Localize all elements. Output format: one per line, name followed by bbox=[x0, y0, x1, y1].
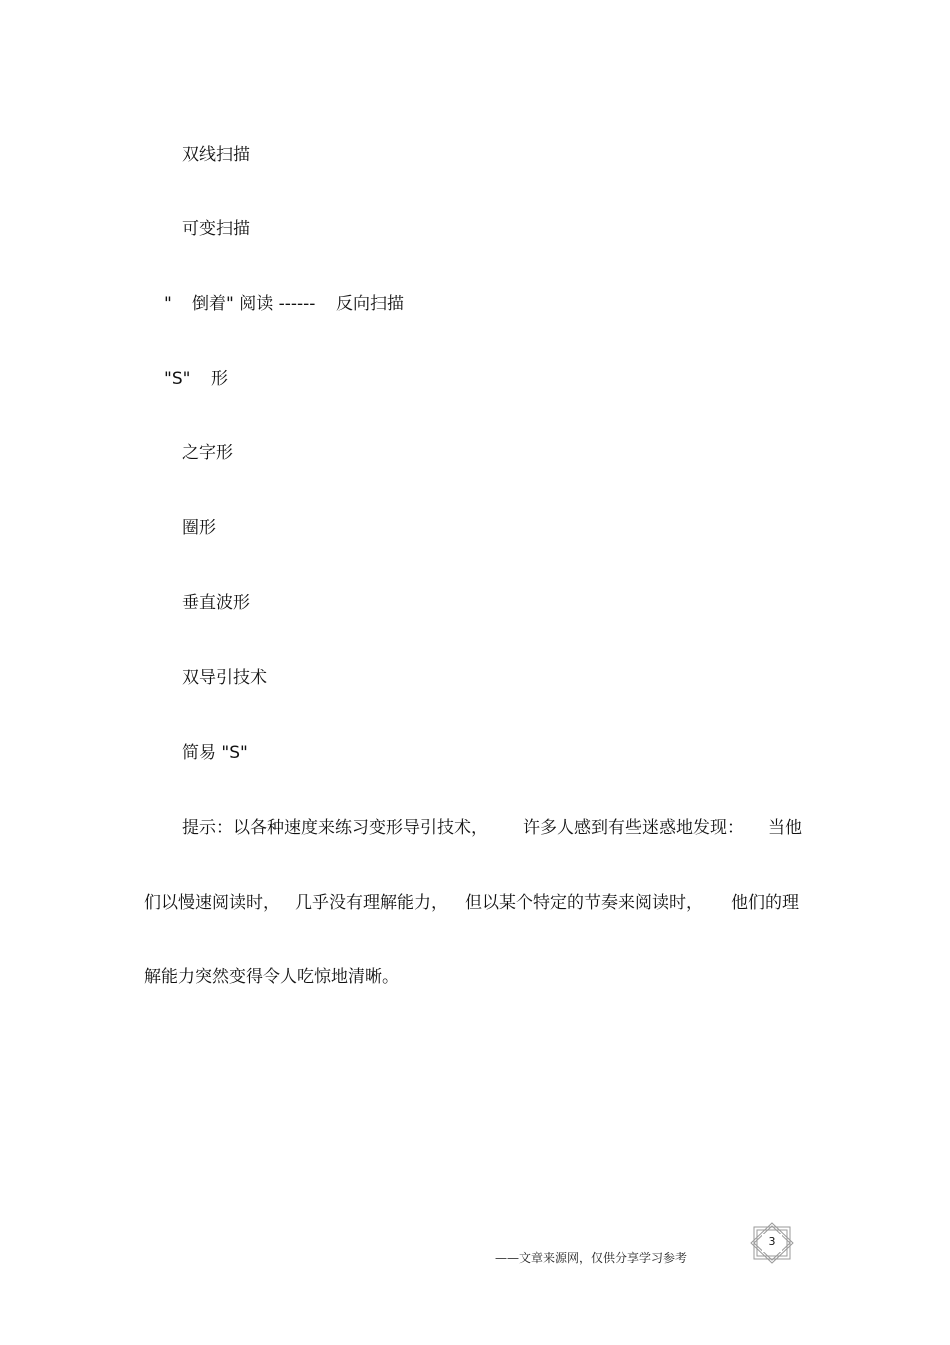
reverse-scan-label: 反向扫描 bbox=[336, 294, 404, 314]
list-item-circle: 圈形 bbox=[182, 518, 216, 538]
page-number-badge bbox=[748, 1222, 796, 1264]
paragraph-segment: 当他 bbox=[768, 818, 802, 838]
list-item-double-guide: 双导引技术 bbox=[182, 668, 267, 688]
footer-source-note: ——文章来源网，仅供分享学习参考 bbox=[495, 1251, 688, 1265]
page-number: 3 bbox=[768, 1235, 776, 1248]
list-item-zigzag: 之字形 bbox=[182, 443, 233, 463]
open-quote: " bbox=[164, 294, 172, 314]
paragraph-segment: 他们的理 bbox=[731, 893, 799, 913]
paragraph-segment: 几乎没有理解能力， bbox=[295, 893, 448, 913]
list-item-simple-s: 简易 "S" bbox=[182, 743, 248, 763]
shape-label: 形 bbox=[211, 369, 228, 389]
paragraph-segment: 提示：以各种速度来练习变形导引技术， bbox=[182, 818, 488, 838]
s-quote-label: "S" bbox=[164, 369, 191, 389]
list-item-vertical-wave: 垂直波形 bbox=[182, 593, 250, 613]
list-item-variable-scan: 可变扫描 bbox=[182, 219, 250, 239]
paragraph-segment: 但以某个特定的节奏来阅读时， bbox=[465, 893, 703, 913]
paragraph-segment: 们以慢速阅读时， bbox=[144, 893, 280, 913]
reverse-reading-label: 倒着" 阅读 ------ bbox=[192, 294, 316, 314]
paragraph-line-3: 解能力突然变得令人吃惊地清晰。 bbox=[144, 967, 399, 987]
paragraph-segment: 许多人感到有些迷惑地发现： bbox=[523, 818, 744, 838]
list-item-double-line-scan: 双线扫描 bbox=[182, 145, 250, 165]
